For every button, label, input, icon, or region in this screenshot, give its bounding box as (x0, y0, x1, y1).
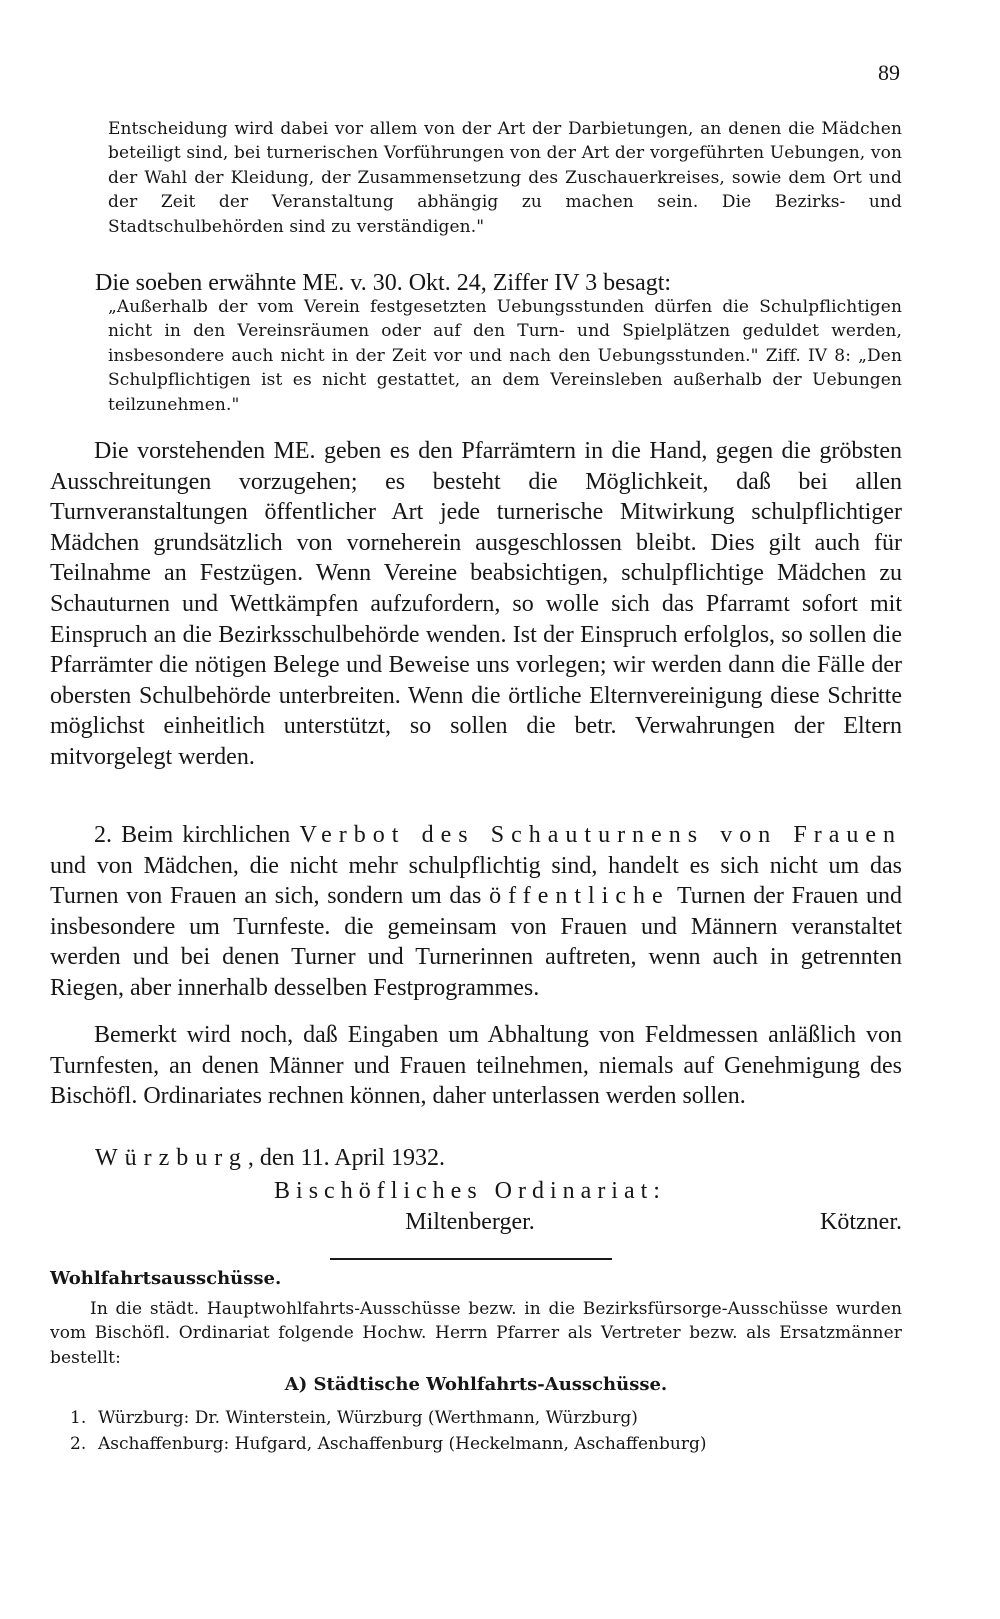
signature-place-date (95, 1145, 445, 1172)
committee-list (70, 1405, 706, 1457)
section-intro (50, 1297, 902, 1370)
decree-quote-text: „Außerhalb der vom Verein festgesetzten Uebungsstunden dürfen die Schulpflichtigen nicht in den Vereinsräumen oder auf den Turn- und Spielplätzen geduldet werden, insbesondere auch nicht in der Zeit vor und nach den Uebungsstunden." Ziff. IV 8: „Den Schulpflichtigen ist es nicht gestattet, an dem Vereinsleben außerhalb der Uebungen teilzunehmen." (108, 297, 902, 415)
list-item-text: Würzburg: Dr. Winterstein, Würzburg (Werthmann, Würzburg) (98, 1408, 638, 1428)
list-item-number: 2. (70, 1434, 87, 1454)
section-intro-text: In die städt. Hauptwohlfahrts-Ausschüsse bezw. in die Bezirksfürsorge-Ausschüsse wurden vom Bischöfl. Ordinariat folgende Hochw. Herrn Pfarrer als Vertreter bezw. als Ersatzmänner bestellt: (50, 1299, 902, 1368)
paragraph-2-text (50, 820, 902, 1004)
paragraph-2-end: Turnen der Frauen und insbesondere um Turnfeste. die gemeinsam von Frauen und Männern veranstaltet werden und bei denen Turner und Turnerinnen auftreten, wenn auch in getrennten Riegen, aber innerhalb desselben Festprogrammes. (50, 883, 903, 1001)
paragraph-3 (50, 1020, 902, 1112)
section-divider (330, 1258, 612, 1260)
list-item (70, 1431, 706, 1457)
quote-continuation (108, 117, 902, 239)
paragraph-2-middle: und von Mädchen, die nicht mehr schulpflichtig sind, handelt es sich nicht um das Turnen von Frauen an sich, sondern um das (50, 852, 902, 910)
paragraph-1 (50, 436, 902, 773)
list-item (70, 1405, 706, 1431)
list-item-number: 1. (70, 1408, 87, 1428)
list-item-text: Aschaffenburg: Hufgard, Aschaffenburg (Heckelmann, Aschaffenburg) (98, 1434, 707, 1454)
signature-place: Würzburg (95, 1145, 248, 1171)
signature-date: , den 11. April 1932. (247, 1145, 445, 1171)
decree-quote (108, 295, 902, 417)
signature-name-left: Miltenberger. (405, 1209, 535, 1235)
paragraph-3-text: Bemerkt wird noch, daß Eingaben um Abhaltung von Feldmessen anläßlich von Turnfesten, an denen Männer und Frauen teilnehmen, niemals auf Genehmigung des Bischöfl. Ordinariates rechnen können, daher unterlassen werden sollen. (50, 1022, 902, 1110)
signature-name-right: Kötzner. (820, 1209, 902, 1235)
paragraph-2 (50, 820, 902, 1004)
page-number: 89 (878, 60, 900, 85)
paragraph-2-number: 2. Beim kirchlichen (94, 822, 291, 848)
section-subheading: A) Städtische Wohlfahrts-Ausschüsse. (284, 1374, 668, 1395)
paragraph-2-spaced-heading: Verbot des Schauturnens von Frauen (299, 822, 903, 848)
decree-reference-line: Die soeben erwähnte ME. v. 30. Okt. 24, Ziffer IV 3 besagt: (95, 270, 672, 296)
paragraph-1-text: Die vorstehenden ME. geben es den Pfarrämtern in die Hand, gegen die gröbsten Ausschreitungen vorzugehen; es besteht die Möglichkeit, daß bei allen Turnveranstaltungen öffentlicher Art jede turnerische Mitwirkung schulpflichtiger Mädchen grundsätzlich von vorneherein ausgeschlossen bleibt. Dies gilt auch für Teilnahme an Festzügen. Wenn Vereine beabsichtigen, schulpflichtige Mädchen zu Schauturnen und Wettkämpfen aufzufordern, so wolle sich das Pfarramt sofort mit Einspruch an die Bezirksschulbehörde wenden. Ist der Einspruch erfolglos, so sollen die Pfarrämter die nötigen Belege und Beweise uns vorlegen; wir werden dann die Fälle der obersten Schulbehörde unterbreiten. Wenn die örtliche Elternvereinigung diese Schritte möglichst einheitlich unterstützt, so sollen die betr. Verwahrungen der Eltern mitvorgelegt werden. (50, 438, 902, 770)
signature-office: Bischöfliches Ordinariat: (274, 1178, 666, 1204)
paragraph-2-spaced-word: öffentliche (489, 883, 670, 910)
quote-continuation-text: Entscheidung wird dabei vor allem von der Art der Darbietungen, an denen die Mädchen beteiligt sind, bei turnerischen Vorführungen von der Art der vorgeführten Uebungen, von der Wahl der Kleidung, der Zusammensetzung des Zuschauerkreises, sowie dem Ort und der Zeit der Veranstaltung abhängig zu machen sein. Die Bezirks- und Stadtschulbehörden sind zu verständigen." (108, 119, 902, 237)
section-heading: Wohlfahrtsausschüsse. (50, 1268, 282, 1289)
